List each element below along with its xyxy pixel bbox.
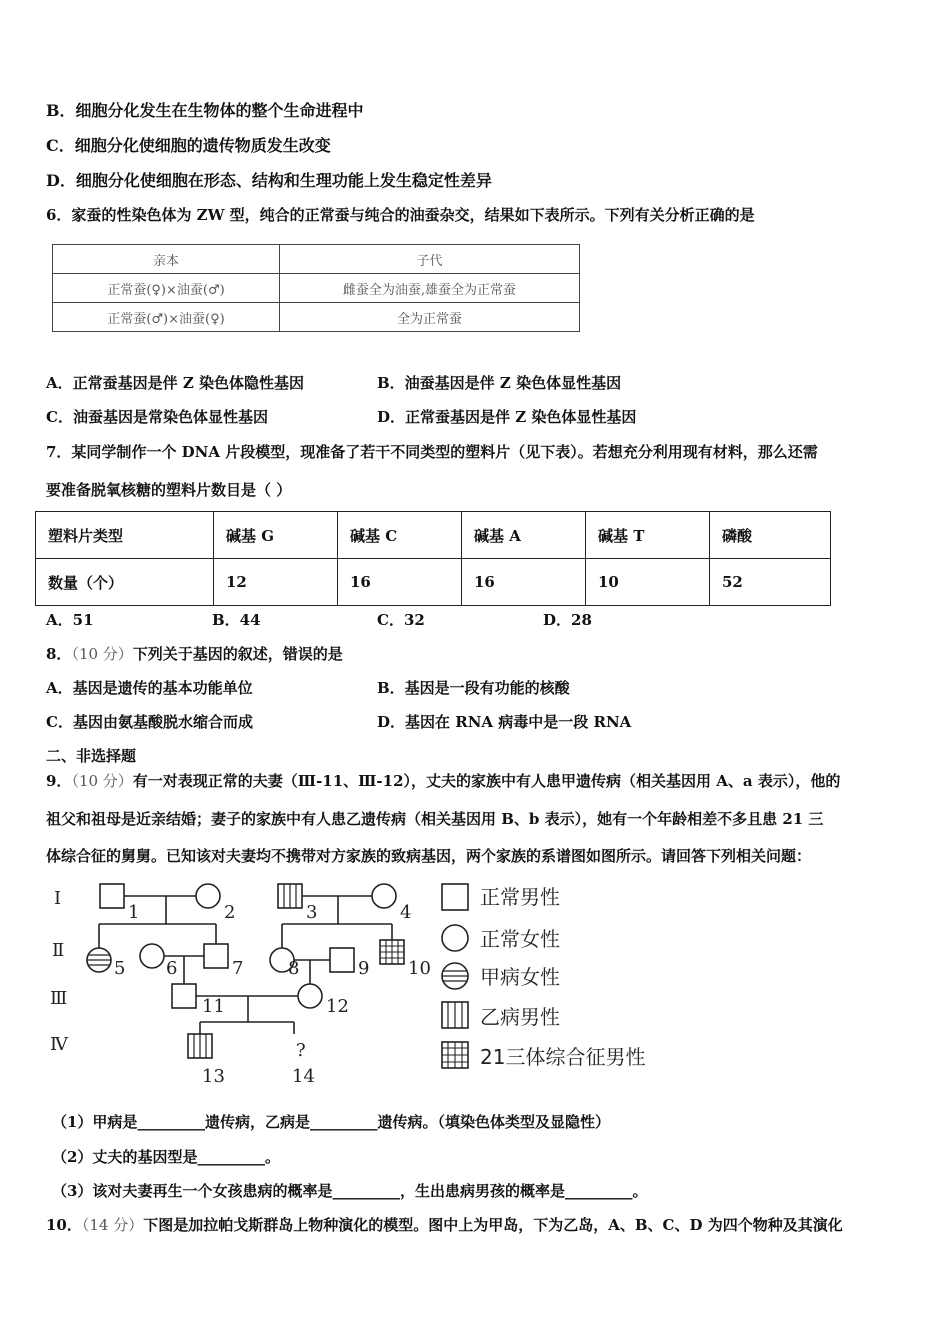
individual-9 bbox=[330, 948, 354, 972]
q7-option-d: D．28 bbox=[543, 611, 592, 629]
q9-score: （10 分） bbox=[71, 772, 133, 790]
q8-stem bbox=[46, 643, 343, 665]
q7-table-header: 碱基 A bbox=[462, 512, 586, 559]
q7-table-cell: 数量（个） bbox=[36, 559, 214, 606]
q7-table-cell: 16 bbox=[462, 559, 586, 606]
individual-label: 8 bbox=[288, 958, 300, 979]
individual-11 bbox=[172, 984, 196, 1008]
individual-label: 3 bbox=[306, 902, 318, 923]
individual-label: 4 bbox=[400, 902, 412, 923]
section-heading: 二、非选择题 bbox=[46, 747, 137, 765]
q6-table-cell: 全为正常蚕 bbox=[280, 303, 580, 332]
q6-table-header-offspring: 子代 bbox=[280, 245, 580, 274]
q8-option-b: B．基因是一段有功能的核酸 bbox=[377, 679, 570, 697]
legend-disease-b-male: 乙病男性 bbox=[480, 1005, 560, 1029]
q9-stem-line1 bbox=[46, 770, 840, 792]
q7-table-cell: 12 bbox=[214, 559, 338, 606]
q8-option-d: D．基因在 RNA 病毒中是一段 RNA bbox=[377, 713, 632, 731]
individual-1 bbox=[100, 884, 124, 908]
q6-option-d: D．正常蚕基因是伴 Z 染色体显性基因 bbox=[377, 408, 637, 426]
q5-option-d: D．细胞分化使细胞在形态、结构和生理功能上发生稳定性差异 bbox=[46, 171, 492, 190]
unknown-individual-mark: ? bbox=[296, 1040, 306, 1061]
individual-label: 6 bbox=[166, 958, 178, 979]
q10-score: （14 分） bbox=[81, 1216, 144, 1234]
individual-label: 7 bbox=[232, 958, 244, 979]
q8-score: （10 分） bbox=[71, 645, 133, 663]
q10-number: 10． bbox=[46, 1216, 82, 1234]
q7-stem-line2: 要准备脱氧核糖的塑料片数目是（ ） bbox=[46, 481, 292, 499]
q9-stem-line3: 体综合征的舅舅。已知该对夫妻均不携带对方家族的致病基因，两个家族的系谱图如图所示。请回答下列相关问题： bbox=[46, 847, 812, 865]
individual-4 bbox=[372, 884, 396, 908]
q7-option-c: C．32 bbox=[377, 611, 425, 629]
pedigree-chart bbox=[44, 874, 664, 1094]
individual-label: 2 bbox=[224, 902, 236, 923]
q5-option-b: B．细胞分化发生在生物体的整个生命进程中 bbox=[46, 101, 364, 120]
q6-table-header-parent: 亲本 bbox=[53, 245, 280, 274]
q6-option-b: B．油蚕基因是伴 Z 染色体显性基因 bbox=[377, 374, 622, 392]
legend-normal-female-symbol bbox=[442, 925, 468, 951]
generation-label: Ⅳ bbox=[50, 1034, 68, 1055]
q9-sub2: （2）丈夫的基因型是_________。 bbox=[52, 1148, 280, 1166]
legend-normal-male-symbol bbox=[442, 884, 468, 910]
individual-6 bbox=[140, 944, 164, 968]
individual-label: 11 bbox=[202, 996, 225, 1017]
q6-option-c: C．油蚕基因是常染色体显性基因 bbox=[46, 408, 268, 426]
q6-table-cell: 正常蚕(♀)×油蚕(♂) bbox=[53, 274, 280, 303]
q7-table-header: 碱基 G bbox=[214, 512, 338, 559]
q7-table-cell: 52 bbox=[710, 559, 831, 606]
q5-option-c: C．细胞分化使细胞的遗传物质发生改变 bbox=[46, 136, 331, 155]
q7-table bbox=[35, 511, 831, 606]
legend-disease-a-female: 甲病女性 bbox=[480, 965, 560, 989]
q9-number: 9． bbox=[46, 772, 72, 790]
q7-option-a: A．51 bbox=[46, 611, 94, 629]
generation-label: Ⅲ bbox=[50, 988, 68, 1009]
individual-label: 10 bbox=[408, 958, 431, 979]
individual-12 bbox=[298, 984, 322, 1008]
generation-label: Ⅰ bbox=[54, 888, 62, 909]
q7-table-header: 塑料片类型 bbox=[36, 512, 214, 559]
q6-stem: 6．家蚕的性染色体为 ZW 型，纯合的正常蚕与纯合的油蚕杂交，结果如下表所示。下列有关分析正确的是 bbox=[46, 206, 755, 224]
q9-sub1: （1）甲病是_________遗传病，乙病是_________遗传病。（填染色体类型及显隐性） bbox=[52, 1113, 610, 1131]
q6-table bbox=[52, 244, 580, 332]
q8-number: 8． bbox=[46, 645, 72, 663]
q7-table-header: 碱基 C bbox=[338, 512, 462, 559]
q8-option-a: A．基因是遗传的基本功能单位 bbox=[46, 679, 253, 697]
individual-label: 9 bbox=[358, 958, 370, 979]
q6-table-cell: 雌蚕全为油蚕,雄蚕全为正常蚕 bbox=[280, 274, 580, 303]
individual-label: 1 bbox=[128, 902, 140, 923]
individual-7 bbox=[204, 944, 228, 968]
q8-option-c: C．基因由氨基酸脱水缩合而成 bbox=[46, 713, 253, 731]
legend-down-syndrome-male: 21三体综合征男性 bbox=[480, 1045, 646, 1069]
individual-label: 14 bbox=[292, 1066, 315, 1087]
q10-stem bbox=[46, 1214, 843, 1236]
q6-option-a: A．正常蚕基因是伴 Z 染色体隐性基因 bbox=[46, 374, 305, 392]
q7-table-cell: 16 bbox=[338, 559, 462, 606]
generation-label: Ⅱ bbox=[52, 940, 65, 961]
q7-option-b: B．44 bbox=[212, 611, 261, 629]
individual-label: 12 bbox=[326, 996, 349, 1017]
individual-label: 13 bbox=[202, 1066, 225, 1087]
individual-2 bbox=[196, 884, 220, 908]
q6-table-cell: 正常蚕(♂)×油蚕(♀) bbox=[53, 303, 280, 332]
q7-table-header: 磷酸 bbox=[710, 512, 831, 559]
q7-stem-line1: 7．某同学制作一个 DNA 片段模型，现准备了若干不同类型的塑料片（见下表）。若想充分利用现有材料，那么还需 bbox=[46, 443, 818, 461]
legend-normal-female: 正常女性 bbox=[480, 927, 560, 951]
q9-stem-text: 有一对表现正常的夫妻（Ⅲ-11、Ⅲ-12），丈夫的家族中有人患甲遗传病（相关基因用 A、a 表示），他的 bbox=[132, 772, 841, 790]
q9-sub3: （3）该对夫妻再生一个女孩患病的概率是_________，生出患病男孩的概率是_________。 bbox=[52, 1182, 648, 1200]
q7-table-cell: 10 bbox=[586, 559, 710, 606]
q7-table-header: 碱基 T bbox=[586, 512, 710, 559]
legend-normal-male: 正常男性 bbox=[480, 885, 560, 909]
q10-stem-text: 下图是加拉帕戈斯群岛上物种演化的模型。图中上为甲岛，下为乙岛，A、B、C、D 为四个物种及其演化 bbox=[143, 1216, 843, 1234]
individual-label: 5 bbox=[114, 958, 126, 979]
q8-stem-text: 下列关于基因的叙述，错误的是 bbox=[132, 645, 343, 663]
q9-stem-line2: 祖父和祖母是近亲结婚；妻子的家族中有人患乙遗传病（相关基因用 B、b 表示），她有一个年龄相差不多且患 21 三 bbox=[46, 810, 824, 828]
